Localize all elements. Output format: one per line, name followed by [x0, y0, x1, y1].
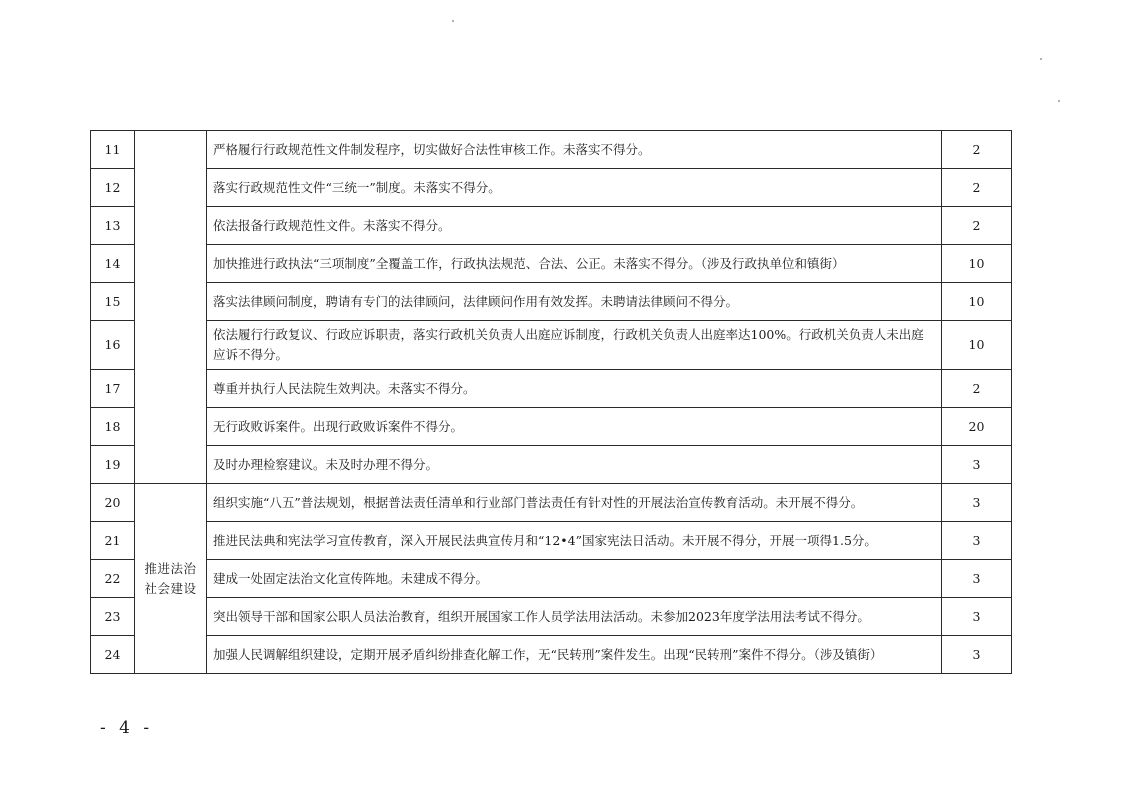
row-description: 组织实施“八五”普法规划，根据普法责任清单和行业部门普法责任有针对性的开展法治宣传教育活动。未开展不得分。: [207, 484, 942, 522]
evaluation-table: [90, 130, 1012, 674]
category-cell: 推进法治社会建设: [135, 484, 207, 674]
row-description: 推进民法典和宪法学习宣传教育，深入开展民法典宣传月和“12•4”国家宪法日活动。未开展不得分，开展一项得1.5分。: [207, 522, 942, 560]
row-number: 15: [91, 283, 135, 321]
table-row: [91, 321, 1012, 370]
row-number: 11: [91, 131, 135, 169]
row-score: 3: [942, 598, 1012, 636]
row-number: 17: [91, 370, 135, 408]
row-score: 2: [942, 370, 1012, 408]
row-score: 3: [942, 636, 1012, 674]
row-score: 2: [942, 131, 1012, 169]
row-description: 依法履行行政复议、行政应诉职责，落实行政机关负责人出庭应诉制度，行政机关负责人出庭率达100%。行政机关负责人未出庭应诉不得分。: [207, 321, 942, 370]
row-number: 23: [91, 598, 135, 636]
table-row: [91, 522, 1012, 560]
row-score: 3: [942, 484, 1012, 522]
row-score: 2: [942, 207, 1012, 245]
table-row: [91, 560, 1012, 598]
table-row: [91, 169, 1012, 207]
scan-speck: [452, 20, 454, 22]
row-score: 10: [942, 283, 1012, 321]
row-description: 加快推进行政执法“三项制度”全覆盖工作，行政执法规范、合法、公正。未落实不得分。（涉及行政执单位和镇街）: [207, 245, 942, 283]
row-score: 3: [942, 560, 1012, 598]
row-number: 18: [91, 408, 135, 446]
row-number: 19: [91, 446, 135, 484]
table-row: [91, 131, 1012, 169]
row-number: 12: [91, 169, 135, 207]
table-row: [91, 446, 1012, 484]
row-score: 10: [942, 245, 1012, 283]
row-number: 20: [91, 484, 135, 522]
row-description: 尊重并执行人民法院生效判决。未落实不得分。: [207, 370, 942, 408]
category-cell: [135, 131, 207, 484]
row-number: 21: [91, 522, 135, 560]
table-row: [91, 484, 1012, 522]
row-description: 建成一处固定法治文化宣传阵地。未建成不得分。: [207, 560, 942, 598]
scan-speck: [1040, 58, 1042, 60]
table-row: [91, 207, 1012, 245]
row-score: 3: [942, 522, 1012, 560]
row-description: 落实行政规范性文件“三统一”制度。未落实不得分。: [207, 169, 942, 207]
row-score: 3: [942, 446, 1012, 484]
table-row: [91, 636, 1012, 674]
row-number: 22: [91, 560, 135, 598]
table-row: [91, 598, 1012, 636]
row-description: 加强人民调解组织建设，定期开展矛盾纠纷排查化解工作，无“民转刑”案件发生。出现“民转刑”案件不得分。（涉及镇街）: [207, 636, 942, 674]
scan-speck: [1058, 100, 1060, 102]
table-row: [91, 245, 1012, 283]
table-row: [91, 408, 1012, 446]
row-number: 14: [91, 245, 135, 283]
row-description: 依法报备行政规范性文件。未落实不得分。: [207, 207, 942, 245]
row-score: 10: [942, 321, 1012, 370]
row-description: 严格履行行政规范性文件制发程序，切实做好合法性审核工作。未落实不得分。: [207, 131, 942, 169]
row-description: 落实法律顾问制度，聘请有专门的法律顾问，法律顾问作用有效发挥。未聘请法律顾问不得分。: [207, 283, 942, 321]
row-score: 20: [942, 408, 1012, 446]
row-score: 2: [942, 169, 1012, 207]
row-description: 无行政败诉案件。出现行政败诉案件不得分。: [207, 408, 942, 446]
row-description: 突出领导干部和国家公职人员法治教育，组织开展国家工作人员学法用法活动。未参加2023年度学法用法考试不得分。: [207, 598, 942, 636]
page-number: - 4 -: [100, 718, 154, 738]
table-row: [91, 283, 1012, 321]
row-description: 及时办理检察建议。未及时办理不得分。: [207, 446, 942, 484]
table-row: [91, 370, 1012, 408]
row-number: 13: [91, 207, 135, 245]
row-number: 16: [91, 321, 135, 370]
row-number: 24: [91, 636, 135, 674]
